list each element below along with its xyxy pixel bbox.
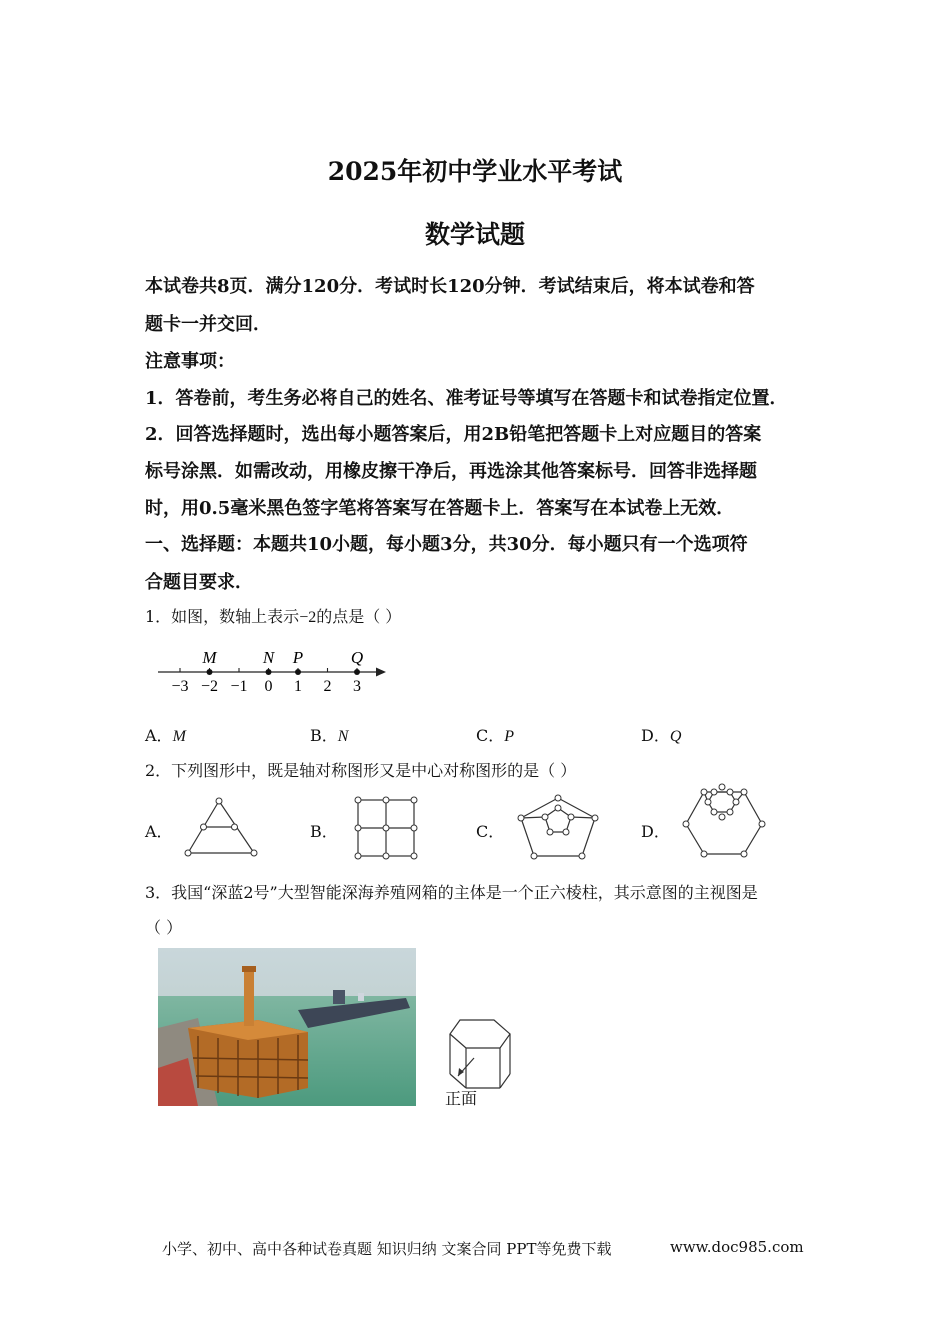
number-line-tick-label: −2 [200, 678, 219, 695]
number-line-tick-label: 0 [264, 678, 273, 695]
q1-option-c[interactable] [476, 723, 514, 746]
number-line-tick-label: −3 [171, 678, 189, 695]
q1-option-c-letter: C． [476, 726, 505, 745]
question-1-value: −2 [299, 609, 317, 626]
notes-title: 注意事项： [145, 351, 235, 372]
question-1-stem-post: 的点是（ ） [316, 607, 402, 626]
number-line-points [201, 648, 363, 675]
q1-option-a-text: M [172, 728, 186, 745]
q2-figure-b-grid[interactable] [350, 792, 422, 862]
number-line-point-label: M [202, 648, 217, 667]
note-2-line-2: 标号涂黑．如需改动，用橡皮擦干净后，再选涂其他答案标号．回答非选择题 [145, 461, 757, 482]
footer-url[interactable]: www.doc985.com [670, 1238, 804, 1256]
section-1-header-line-1: 一、选择题：本题共10小题，每小题3分，共30分．每小题只有一个选项符 [145, 534, 748, 555]
q2-option-a-letter[interactable]: A． [145, 822, 173, 841]
number-line-point-m [207, 669, 213, 675]
exam-subtitle: 数学试题 [424, 220, 525, 249]
exam-title: 2025年初中学业水平考试 [327, 157, 623, 186]
note-2-line-1: 2．回答选择题时，选出每小题答案后，用2B铅笔把答题卡上对应题目的答案 [145, 424, 762, 445]
q2-option-d-letter[interactable]: D． [641, 822, 670, 841]
intro-line-2: 题卡一并交回． [145, 314, 271, 335]
q1-option-b-letter: B． [310, 726, 338, 745]
intro-line-1: 本试卷共8页．满分120分．考试时长120分钟．考试结束后，将本试卷和答 [145, 276, 755, 297]
number-line-point-q [354, 669, 360, 675]
fish-farm-photo [158, 948, 416, 1106]
note-1: 1．答卷前，考生务必将自己的姓名、准考证号等填写在答题卡和试卷指定位置． [145, 388, 788, 409]
number-line-point-p [295, 669, 301, 675]
question-1-stem [145, 604, 401, 627]
question-3-stem: 3．我国“深蓝2号”大型智能深海养殖网箱的主体是一个正六棱柱，其示意图的主视图是 [145, 883, 758, 902]
q2-figure-a-triangle[interactable] [180, 795, 262, 863]
number-line-point-label: Q [350, 648, 364, 667]
question-3-paren: （ ） [145, 918, 183, 937]
number-line-tick-label: 1 [294, 678, 302, 695]
q1-option-a-letter: A． [145, 726, 173, 745]
number-line-tick-label: −1 [230, 678, 248, 695]
number-line-point-label: P [292, 648, 304, 667]
note-2-line-3: 时，用0.5毫米黑色签字笔将答案写在答题卡上．答案写在本试卷上无效． [145, 498, 735, 519]
number-line-tick-label: 2 [323, 678, 332, 695]
front-view-label: 正面 [445, 1089, 478, 1108]
q1-option-d[interactable] [641, 723, 681, 746]
q2-option-b-letter[interactable]: B． [310, 822, 338, 841]
section-1-header-line-2: 合题目要求． [145, 572, 253, 593]
footer-text: 小学、初中、高中各种试卷真题 知识归纳 文案合同 PPT等免费下载 [162, 1240, 612, 1258]
q1-option-c-text: P [504, 728, 515, 745]
q2-option-c-letter[interactable]: C． [476, 822, 505, 841]
q2-figure-c-pentagon[interactable] [512, 790, 604, 862]
number-line-point-n [266, 669, 272, 675]
number-line-tick-label: 3 [353, 678, 361, 695]
question-2-stem: 2．下列图形中，既是轴对称图形又是中心对称图形的是（ ） [145, 761, 577, 780]
number-line-arrow [376, 668, 386, 677]
number-line [150, 640, 395, 700]
q2-figure-d-hexagon[interactable] [680, 782, 768, 862]
q1-option-d-text: Q [669, 728, 682, 745]
number-line-point-label: N [262, 648, 275, 667]
q1-option-b-text: N [337, 728, 349, 745]
q1-option-d-letter: D． [641, 726, 670, 745]
q1-option-a[interactable] [145, 723, 186, 746]
q1-option-b[interactable] [310, 723, 348, 746]
question-1-stem-pre: 1．如图，数轴上表示 [145, 607, 300, 626]
